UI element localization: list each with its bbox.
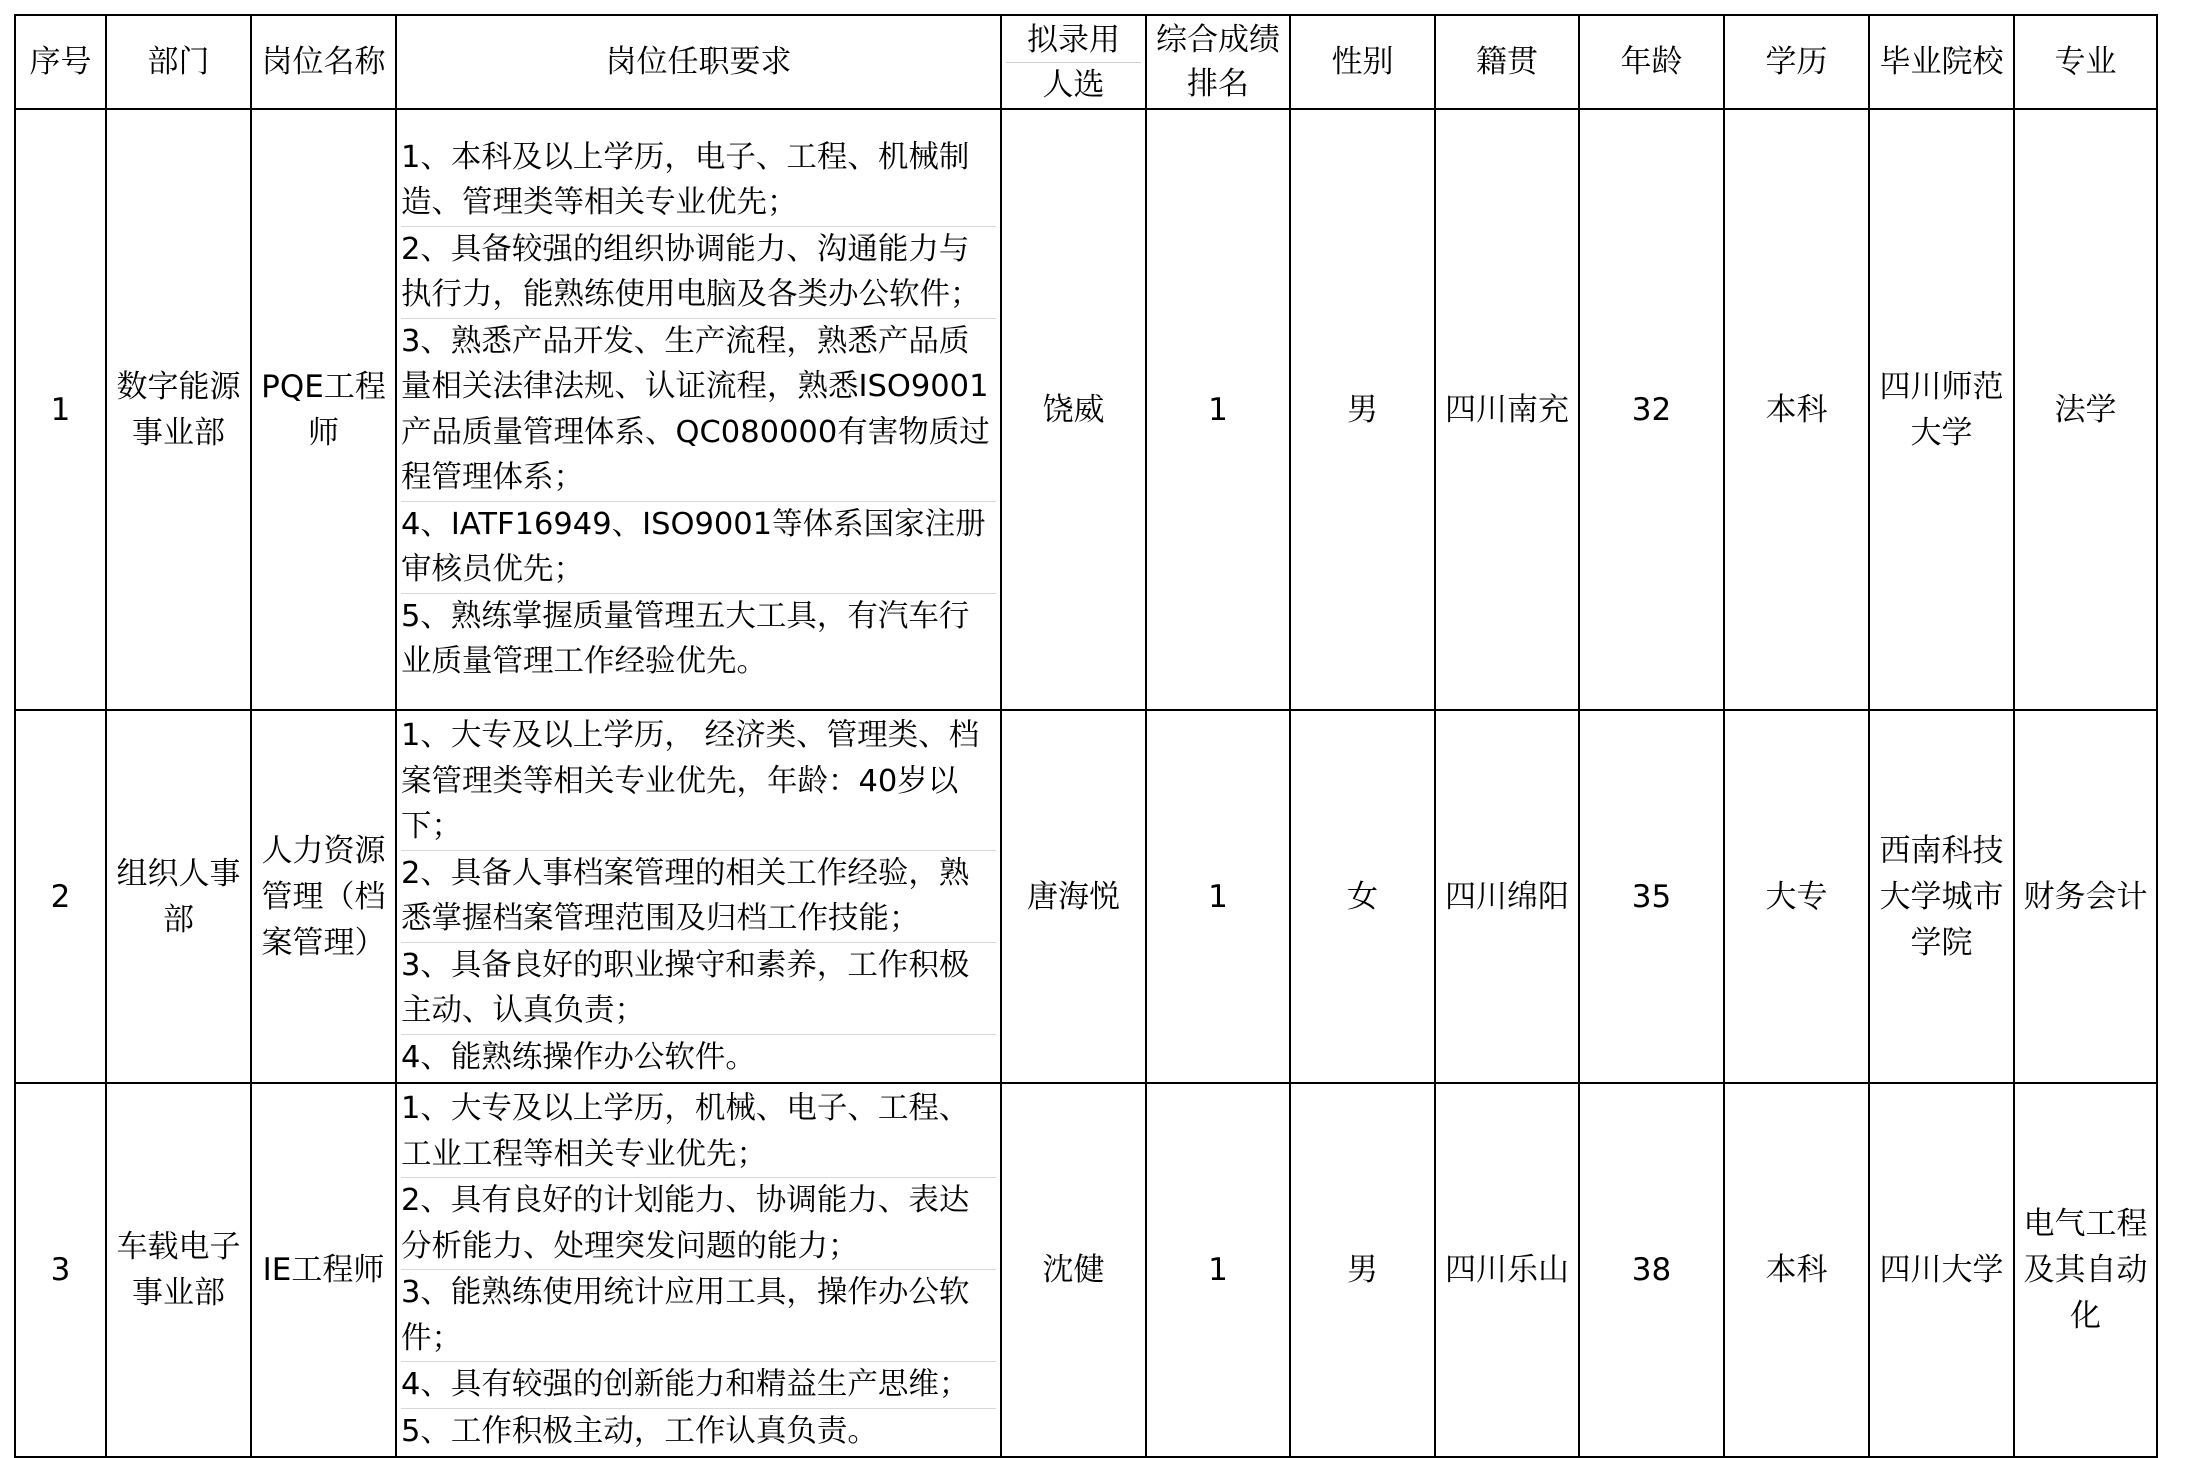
cell-major xyxy=(2014,109,2157,710)
table-row xyxy=(15,109,2157,710)
cell-candidate: 饶威 xyxy=(1001,109,1146,710)
header-age: 年龄 xyxy=(1579,15,1724,109)
cell-candidate: 唐海悦 xyxy=(1001,710,1146,1083)
cell-position xyxy=(251,109,396,710)
table-row xyxy=(15,1083,2157,1457)
cell-school xyxy=(1869,109,2014,710)
cell-school xyxy=(1869,710,2014,1083)
cell-gender: 男 xyxy=(1290,109,1435,710)
header-requirements: 岗位任职要求 xyxy=(396,15,1001,109)
cell-position-text: PQE工程师 xyxy=(261,368,386,451)
cell-position xyxy=(251,1083,396,1457)
cell-major-text: 电气工程及其自动化 xyxy=(2023,1206,2148,1334)
cell-school-text: 四川大学 xyxy=(1879,1252,2004,1288)
header-row xyxy=(15,15,2157,109)
cell-seq: 2 xyxy=(15,710,106,1083)
cell-position xyxy=(251,710,396,1083)
requirement-item: 2、具备较强的组织协调能力、沟通能力与执行力，能熟练使用电脑及各类办公软件； xyxy=(401,227,996,319)
requirement-item: 3、具备良好的职业操守和素养，工作积极主动、认真负责； xyxy=(401,943,996,1035)
header-rank-line1: 综合成绩 xyxy=(1156,22,1280,58)
cell-seq: 3 xyxy=(15,1083,106,1457)
header-rank xyxy=(1146,15,1290,109)
cell-rank: 1 xyxy=(1146,1083,1290,1457)
cell-gender: 男 xyxy=(1290,1083,1435,1457)
cell-candidate: 沈健 xyxy=(1001,1083,1146,1457)
header-gender: 性别 xyxy=(1290,15,1435,109)
cell-age: 32 xyxy=(1579,109,1724,710)
cell-position-text: 人力资源管理（档案管理） xyxy=(261,832,386,961)
header-education: 学历 xyxy=(1724,15,1869,109)
cell-requirements xyxy=(396,1083,1001,1457)
cell-major xyxy=(2014,710,2157,1083)
cell-school xyxy=(1869,1083,2014,1457)
requirement-item: 5、工作积极主动，工作认真负责。 xyxy=(401,1413,878,1449)
requirement-item: 3、能熟练使用统计应用工具，操作办公软件； xyxy=(401,1270,996,1362)
cell-major xyxy=(2014,1083,2157,1457)
requirement-item: 4、具有较强的创新能力和精益生产思维； xyxy=(401,1362,996,1409)
cell-rank: 1 xyxy=(1146,109,1290,710)
cell-education: 大专 xyxy=(1724,710,1869,1083)
requirement-item: 2、具备人事档案管理的相关工作经验，熟悉掌握档案管理范围及归档工作技能； xyxy=(401,851,996,943)
header-origin: 籍贯 xyxy=(1435,15,1579,109)
cell-requirements xyxy=(396,109,1001,710)
personnel-table xyxy=(14,14,2158,1458)
cell-dept-text: 数字能源事业部 xyxy=(116,368,241,451)
cell-major-text: 财务会计 xyxy=(2023,878,2148,915)
cell-age: 38 xyxy=(1579,1083,1724,1457)
cell-dept xyxy=(106,1083,251,1457)
cell-origin: 四川乐山 xyxy=(1435,1083,1579,1457)
cell-seq: 1 xyxy=(15,109,106,710)
header-seq: 序号 xyxy=(15,15,106,109)
cell-major-text: 法学 xyxy=(2054,391,2117,428)
header-major: 专业 xyxy=(2014,15,2157,109)
header-candidate-line1: 拟录用 xyxy=(1027,21,1120,58)
requirement-item: 3、熟悉产品开发、生产流程，熟悉产品质量相关法律法规、认证流程，熟悉ISO9001产品质量管理体系、QC080000有害物质过程管理体系； xyxy=(401,319,996,502)
header-candidate xyxy=(1001,15,1146,109)
cell-dept xyxy=(106,109,251,710)
cell-dept-text: 车载电子事业部 xyxy=(116,1229,241,1311)
requirement-item: 2、具有良好的计划能力、协调能力、表达分析能力、处理突发问题的能力； xyxy=(401,1178,996,1270)
header-candidate-line2: 人选 xyxy=(1006,62,1141,107)
header-school: 毕业院校 xyxy=(1869,15,2014,109)
header-position: 岗位名称 xyxy=(251,15,396,109)
cell-requirements xyxy=(396,710,1001,1083)
cell-rank: 1 xyxy=(1146,710,1290,1083)
header-dept: 部门 xyxy=(106,15,251,109)
cell-gender: 女 xyxy=(1290,710,1435,1083)
cell-education: 本科 xyxy=(1724,109,1869,710)
requirement-item: 1、大专及以上学历， 经济类、管理类、档案管理类等相关专业优先，年龄：40岁以下； xyxy=(401,713,996,851)
cell-dept xyxy=(106,710,251,1083)
cell-position-text: IE工程师 xyxy=(262,1252,385,1288)
header-rank-line2: 排名 xyxy=(1187,66,1249,102)
requirement-item: 5、熟练掌握质量管理五大工具，有汽车行业质量管理工作经验优先。 xyxy=(401,598,970,679)
cell-age: 35 xyxy=(1579,710,1724,1083)
requirement-item: 4、IATF16949、ISO9001等体系国家注册审核员优先； xyxy=(401,502,996,594)
requirement-item: 1、本科及以上学历，电子、工程、机械制造、管理类等相关专业优先； xyxy=(401,135,996,227)
requirement-item: 1、大专及以上学历，机械、电子、工程、工业工程等相关专业优先； xyxy=(401,1086,996,1178)
cell-education: 本科 xyxy=(1724,1083,1869,1457)
cell-school-text: 西南科技大学城市学院 xyxy=(1879,832,2004,961)
cell-dept-text: 组织人事部 xyxy=(116,855,241,938)
table-row xyxy=(15,710,2157,1083)
cell-origin: 四川南充 xyxy=(1435,109,1579,710)
requirement-item: 4、能熟练操作办公软件。 xyxy=(401,1039,756,1075)
cell-origin: 四川绵阳 xyxy=(1435,710,1579,1083)
cell-school-text: 四川师范大学 xyxy=(1879,368,2004,451)
